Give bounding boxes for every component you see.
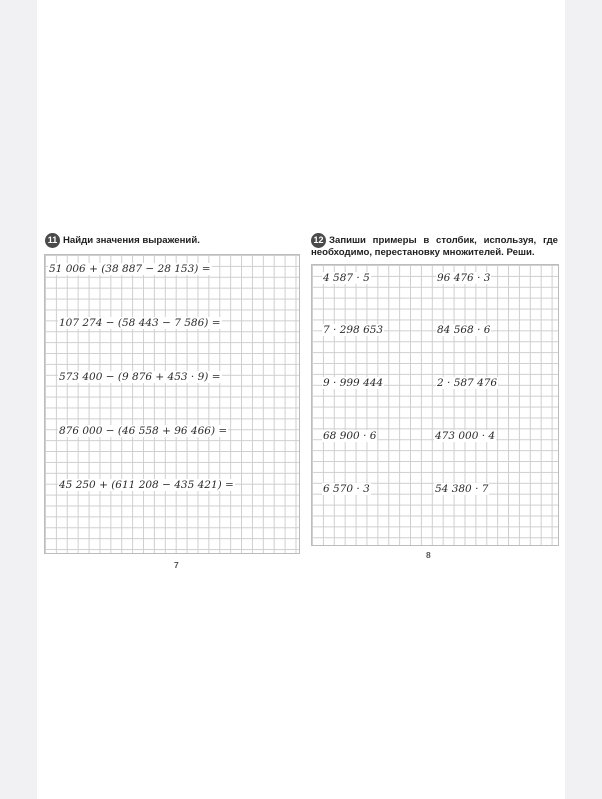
task-12-right-example-2: 84 568 · 6 (437, 324, 491, 336)
task-11-expression-5: 45 250 + (611 208 − 435 421) = (59, 479, 234, 491)
task-12-right-example-5: 54 380 · 7 (435, 483, 489, 495)
task-12-left-example-3: 9 · 999 444 (323, 377, 384, 389)
task-12-instruction-line-1: Запиши примеры в столбик, используя, где (329, 235, 558, 246)
task-11-expression-2: 107 274 − (58 443 − 7 586) = (59, 317, 221, 329)
task-12-left-example-2: 7 · 298 653 (323, 324, 384, 336)
task-11-expression-1: 51 006 + (38 887 − 28 153) = (49, 263, 211, 275)
task-12-instruction-line-2: необходимо, перестановку множителей. Реши. (311, 247, 535, 258)
task-11-instruction: Найди значения выражений. (63, 235, 200, 246)
task-12-left-example-1: 4 587 · 5 (323, 272, 370, 284)
task-12-right-example-4: 473 000 · 4 (435, 430, 496, 442)
task-12-answer-grid (311, 264, 559, 546)
task-11-expression-3: 573 400 − (9 876 + 453 · 9) = (59, 371, 221, 383)
task-11-number-badge: 11 (45, 233, 60, 248)
page-number-7: 7 (174, 560, 179, 570)
task-12-left-example-4: 68 900 · 6 (323, 430, 377, 442)
task-12-left-example-5: 6 570 · 3 (323, 483, 370, 495)
task-12-number-badge: 12 (311, 233, 326, 248)
task-11-expression-4: 876 000 − (46 558 + 96 466) = (59, 425, 228, 437)
task-12-right-example-3: 2 · 587 476 (437, 377, 498, 389)
task-11-answer-grid (44, 254, 300, 554)
task-12-right-example-1: 96 476 · 3 (437, 272, 491, 284)
page-number-8: 8 (426, 550, 431, 560)
